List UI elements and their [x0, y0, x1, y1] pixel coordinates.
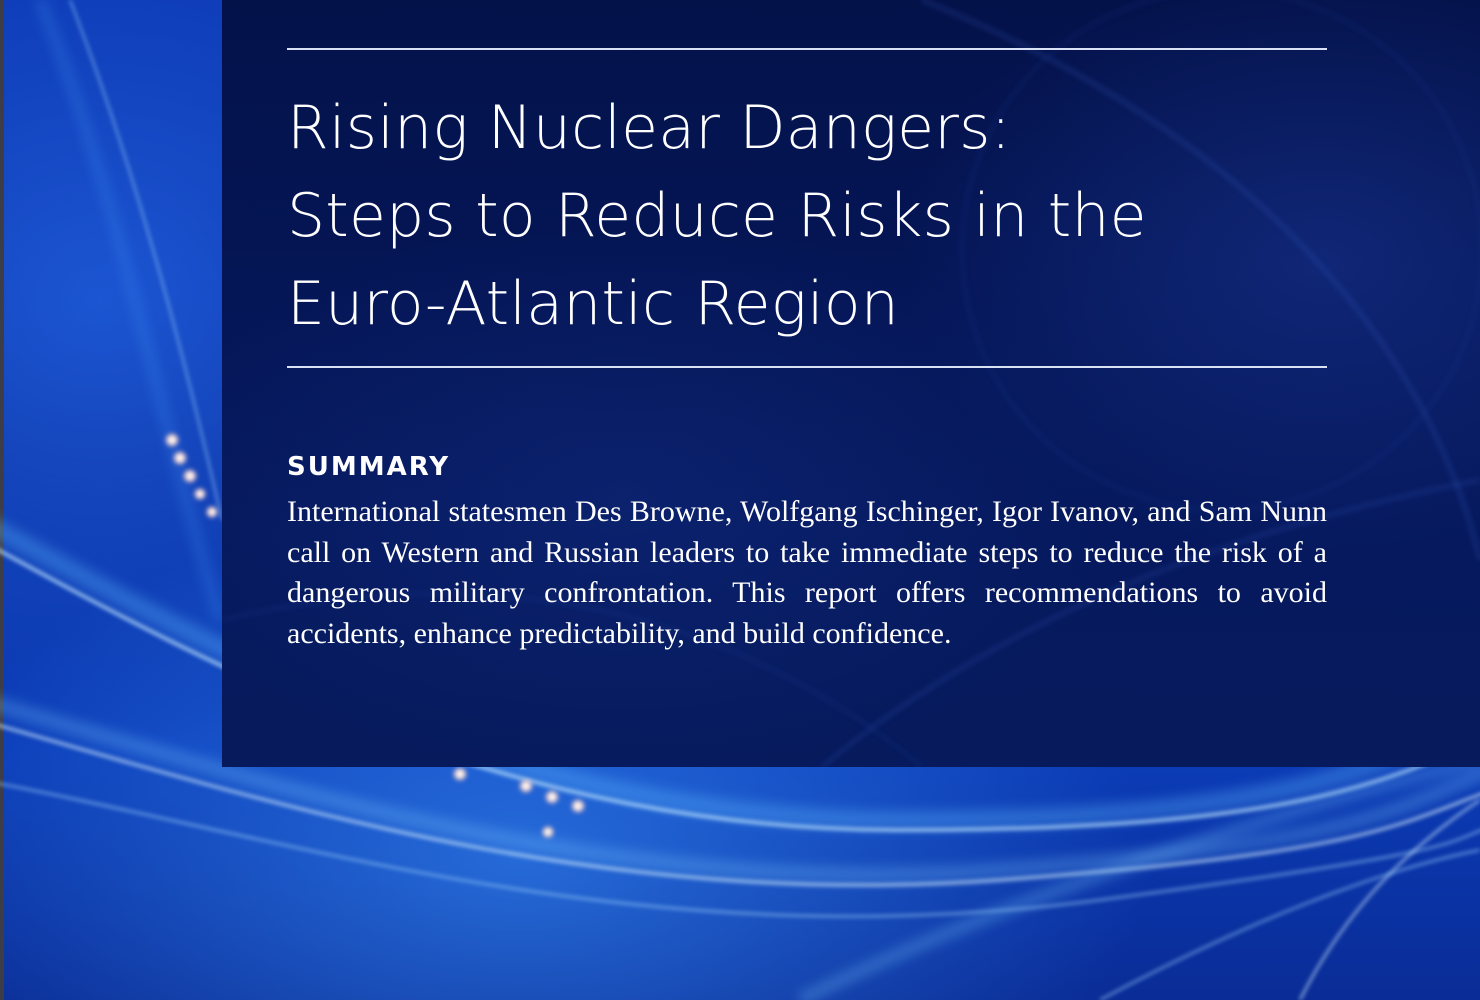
title-line-3: Euro-Atlantic Region — [287, 269, 899, 339]
bottom-divider — [287, 366, 1327, 368]
summary-heading: SUMMARY — [287, 452, 451, 482]
top-divider — [287, 48, 1327, 50]
report-title — [287, 84, 1347, 348]
title-panel — [222, 0, 1480, 767]
title-line-2: Steps to Reduce Risks in the — [287, 181, 1147, 251]
summary-text: International statesmen Des Browne, Wolfgang Ischinger, Igor Ivanov, and Sam Nunn call on Western and Russian leaders to take immediate steps to reduce the risk of a dangerous military confrontation. This report offers recommendations to avoid accidents, enhance predictability, and build confidence. — [287, 495, 1327, 650]
title-line-1: Rising Nuclear Dangers: — [287, 93, 1012, 163]
